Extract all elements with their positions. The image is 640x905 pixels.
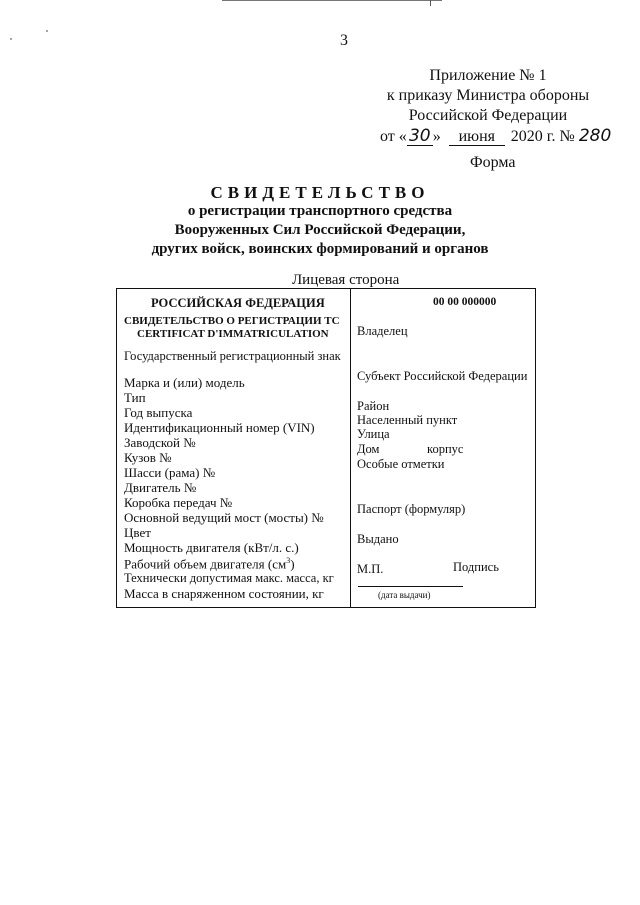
page-number: 3: [340, 32, 348, 49]
appendix-line-3: Российской Федерации: [408, 107, 568, 124]
field-engine-power: Мощность двигателя (кВт/л. с.): [124, 540, 299, 555]
form-label: Форма: [470, 154, 516, 171]
field-house: Дом: [357, 442, 380, 456]
field-passport: Паспорт (формуляр): [357, 502, 466, 516]
field-engine-volume-sup: 3: [286, 556, 291, 565]
subtitle-line-3: других войск, воинских формирований и органов: [151, 241, 489, 257]
date-prefix: от «: [380, 128, 407, 145]
certificate-serial-number: 00 00 000000: [433, 296, 497, 308]
country-heading: РОССИЙСКАЯ ФЕДЕРАЦИЯ: [151, 296, 325, 310]
field-settlement: Населенный пункт: [357, 413, 458, 427]
field-factory-number: Заводской №: [124, 435, 196, 450]
field-max-mass: Технически допустимая макс. масса, кг: [124, 571, 334, 585]
certificate-column-divider: [350, 289, 351, 607]
field-street: Улица: [357, 427, 390, 441]
field-owner: Владелец: [357, 324, 408, 338]
field-district: Район: [357, 399, 390, 413]
field-type: Тип: [124, 390, 146, 405]
field-color: Цвет: [124, 525, 151, 540]
field-federal-subject: Субъект Российской Федерации: [357, 369, 528, 383]
scan-dot: [10, 38, 12, 40]
scan-dot: [46, 30, 48, 32]
field-body-number: Кузов №: [124, 450, 172, 465]
field-engine-volume-label: Рабочий объем двигателя (см: [124, 556, 287, 572]
field-special-notes: Особые отметки: [357, 457, 445, 471]
signature-label: Подпись: [453, 560, 499, 574]
field-vin: Идентификационный номер (VIN): [124, 420, 315, 435]
field-gearbox-number: Коробка передач №: [124, 495, 233, 510]
issue-date-line: [358, 586, 463, 587]
field-drive-axle-number: Основной ведущий мост (мосты) №: [124, 510, 324, 525]
subtitle-line-2: Вооруженных Сил Российской Федерации,: [174, 222, 466, 238]
field-issued: Выдано: [357, 532, 399, 546]
field-engine-volume: [124, 556, 295, 572]
date-month: июня: [449, 128, 505, 146]
certificate-frame: [116, 288, 536, 608]
date-day-handwritten: 30: [407, 128, 433, 146]
date-day-close: »: [432, 128, 441, 145]
seal-place: М.П.: [357, 562, 384, 576]
field-year: Год выпуска: [124, 405, 193, 420]
date-year-text: 2020 г. №: [510, 128, 575, 145]
side-label: Лицевая сторона: [292, 272, 400, 288]
field-reg-plate: Государственный регистрационный знак: [124, 349, 341, 363]
cert-heading-ru: СВИДЕТЕЛЬСТВО О РЕГИСТРАЦИИ ТС: [124, 315, 340, 327]
scan-edge-line: [222, 0, 442, 1]
issue-date-label: (дата выдачи): [378, 590, 431, 600]
appendix-line-1: Приложение № 1: [429, 67, 547, 84]
field-chassis-number: Шасси (рама) №: [124, 465, 216, 480]
appendix-line-2: к приказу Министра обороны: [386, 87, 590, 104]
order-number-handwritten: 280: [578, 126, 612, 146]
appendix-date-line: [380, 126, 611, 146]
scan-edge-mark: [430, 0, 431, 6]
subtitle-line-1: о регистрации транспортного средства: [187, 203, 453, 219]
field-make-model: Марка и (или) модель: [124, 375, 245, 390]
cert-heading-fr: CERTIFICAT D'IMMATRICULATION: [137, 328, 329, 340]
document-title: СВИДЕТЕЛЬСТВО: [210, 183, 430, 202]
field-building: корпус: [427, 442, 464, 456]
field-engine-volume-close: ): [290, 556, 295, 572]
field-curb-mass: Масса в снаряженном состоянии, кг: [124, 586, 324, 601]
field-engine-number: Двигатель №: [124, 480, 197, 495]
